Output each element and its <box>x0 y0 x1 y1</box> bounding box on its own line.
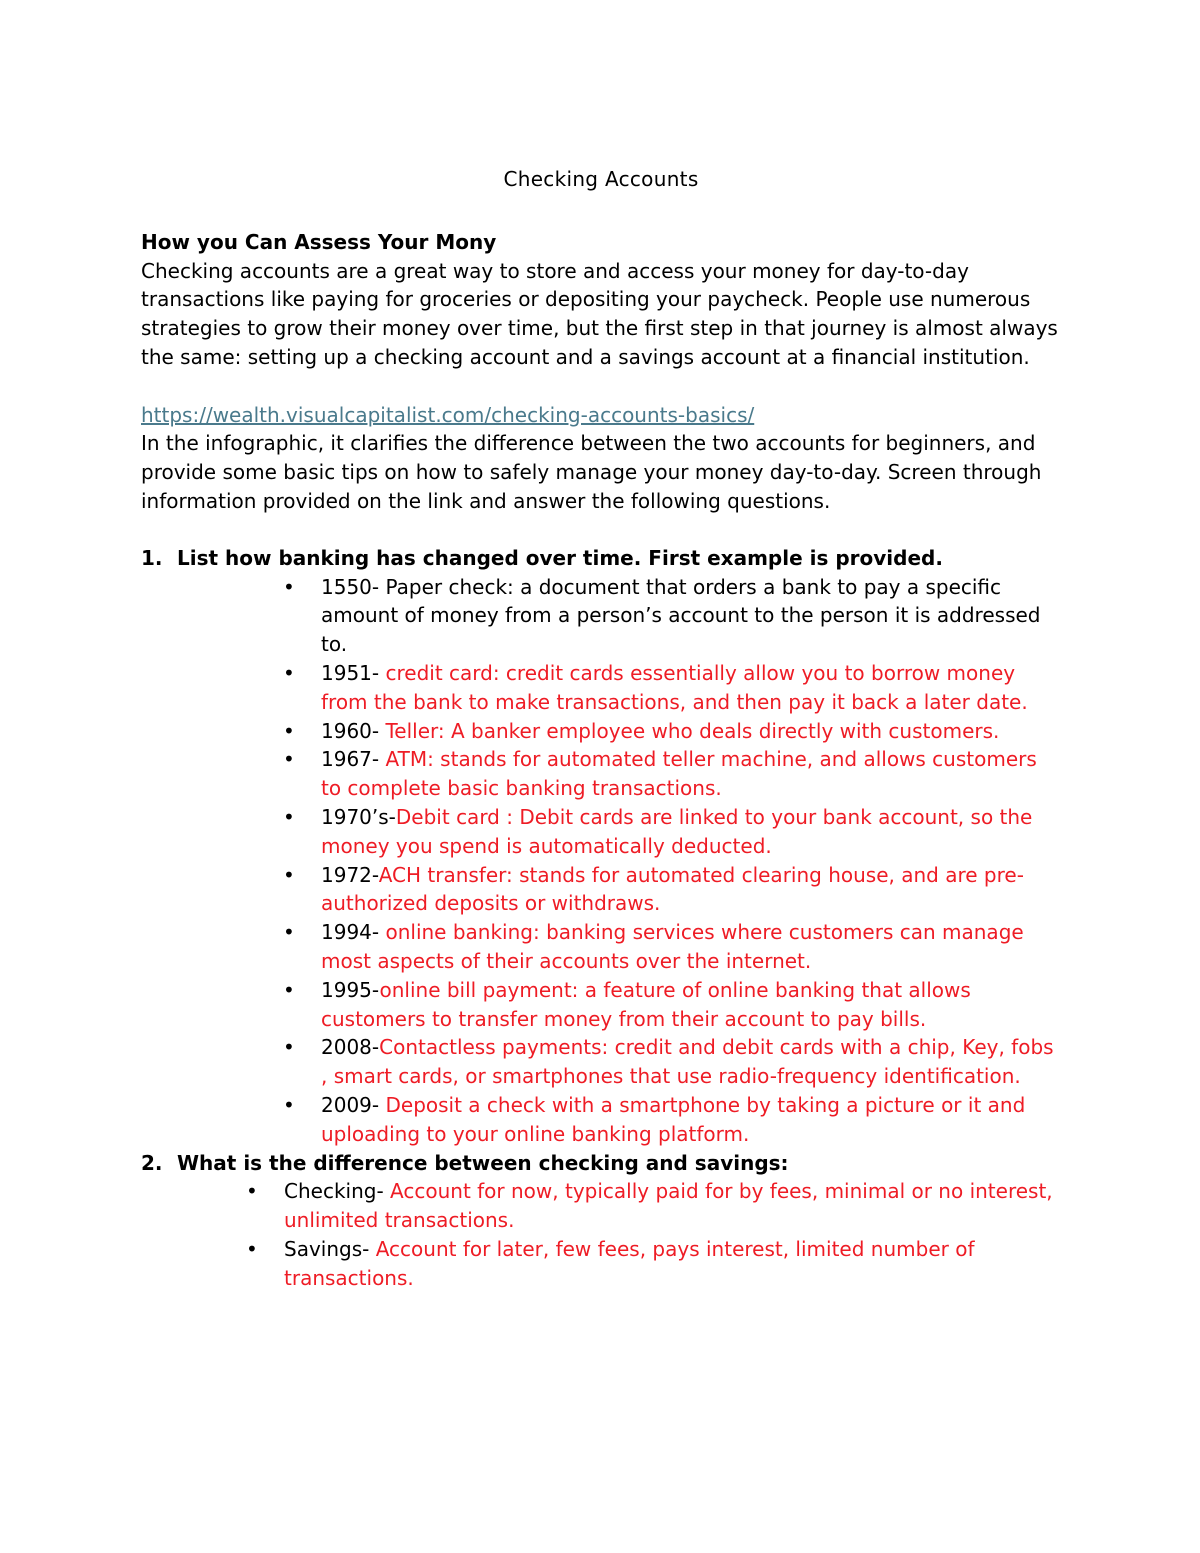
comparison-list <box>246 1177 1061 1292</box>
bullet-icon: • <box>283 977 295 1002</box>
list-item <box>283 803 1061 861</box>
bullet-icon: • <box>283 1092 295 1117</box>
question-heading <box>141 1149 1061 1178</box>
bullet-icon: • <box>246 1236 258 1261</box>
list-item <box>246 1177 1061 1235</box>
list-item <box>283 1091 1061 1149</box>
item-prefix: Savings- <box>284 1236 376 1261</box>
list-item <box>283 745 1061 803</box>
question-2 <box>141 1149 1061 1293</box>
list-item <box>283 918 1061 976</box>
item-prefix: 1951- <box>321 660 386 685</box>
infographic-link[interactable]: https://wealth.visualcapitalist.com/checking-accounts-basics/ <box>141 402 755 427</box>
item-prefix: 2009- <box>321 1092 386 1117</box>
list-item <box>283 573 1061 659</box>
list-item <box>246 1235 1061 1293</box>
item-answer: Debit card : Debit cards are linked to your bank account, so the money you spend is automatically deducted. <box>321 804 1033 858</box>
item-prefix: 2008- <box>321 1035 380 1060</box>
bullet-icon: • <box>283 747 295 772</box>
question-heading <box>141 544 1061 573</box>
item-answer: Account for later, few fees, pays interest, limited number of transactions. <box>284 1236 975 1290</box>
list-item <box>283 861 1061 919</box>
item-prefix: 1550- Paper check: a document that orders a bank to pay a specific amount of money from a person’s account to the person it is addressed to. <box>321 574 1041 657</box>
item-prefix: Checking- <box>284 1179 391 1204</box>
bullet-icon: • <box>283 718 295 743</box>
document-page <box>141 165 1061 1292</box>
question-1 <box>141 544 1061 1149</box>
item-answer: online bill payment: a feature of online banking that allows customers to transfer money from their account to pay bills. <box>321 977 971 1031</box>
bullet-icon: • <box>283 862 295 887</box>
section-heading: How you Can Assess Your Mony <box>141 229 497 254</box>
item-answer: online banking: banking services where customers can manage most aspects of their accounts over the internet. <box>321 920 1024 973</box>
bullet-icon: • <box>283 804 295 829</box>
item-answer: Account for now, typically paid for by fees, minimal or no interest, unlimited transactions. <box>284 1179 1053 1233</box>
question-text: List how banking has changed over time. First example is provided. <box>177 545 943 570</box>
bullet-icon: • <box>283 1035 295 1060</box>
page-title: Checking Accounts <box>503 167 699 191</box>
list-item <box>283 1033 1061 1091</box>
item-answer: Deposit a check with a smartphone by taking a picture or it and uploading to your online banking platform. <box>321 1092 1026 1146</box>
bullet-icon: • <box>283 574 295 599</box>
intro-paragraph: Checking accounts are a great way to store and access your money for day-to-day transactions like paying for groceries or depositing your paycheck. People use numerous strategies to grow their money over time, but the first step in that journey is almost always the same: setting up a checking account and a savings account at a financial institution. <box>141 258 1058 369</box>
timeline-list <box>283 573 1061 1149</box>
bullet-icon: • <box>283 660 295 685</box>
question-number: 1. <box>141 545 163 570</box>
question-text: What is the difference between checking and savings: <box>177 1150 789 1175</box>
item-answer: Contactless payments: credit and debit cards with a chip, Key, fobs , smart cards, or smartphones that use radio-frequency identification. <box>321 1035 1054 1089</box>
item-answer: ACH transfer: stands for automated clearing house, and are pre-authorized deposits or withdraws. <box>321 862 1024 916</box>
question-list <box>141 544 1061 1293</box>
item-answer: Teller: A banker employee who deals directly with customers. <box>385 718 1000 743</box>
item-answer: ATM: stands for automated teller machine, and allows customers to complete basic banking transactions. <box>321 747 1037 801</box>
bullet-icon: • <box>283 920 295 945</box>
question-number: 2. <box>141 1150 163 1175</box>
item-prefix: 1970’s- <box>321 804 396 829</box>
list-item <box>283 659 1061 717</box>
infographic-paragraph: In the infographic, it clarifies the difference between the two accounts for beginners, and provide some basic tips on how to safely manage your money day-to-day. Screen through information provided on the link and answer the following questions. <box>141 431 1042 513</box>
item-answer: credit card: credit cards essentially allow you to borrow money from the bank to make transactions, and then pay it back a later date. <box>321 660 1028 714</box>
item-prefix: 1972- <box>321 862 379 887</box>
list-item <box>283 717 1061 746</box>
list-item <box>283 976 1061 1034</box>
item-prefix: 1994- <box>321 920 386 945</box>
item-prefix: 1995- <box>321 977 380 1002</box>
item-prefix: 1967- <box>321 747 386 772</box>
bullet-icon: • <box>246 1179 258 1204</box>
item-prefix: 1960- <box>321 718 386 743</box>
